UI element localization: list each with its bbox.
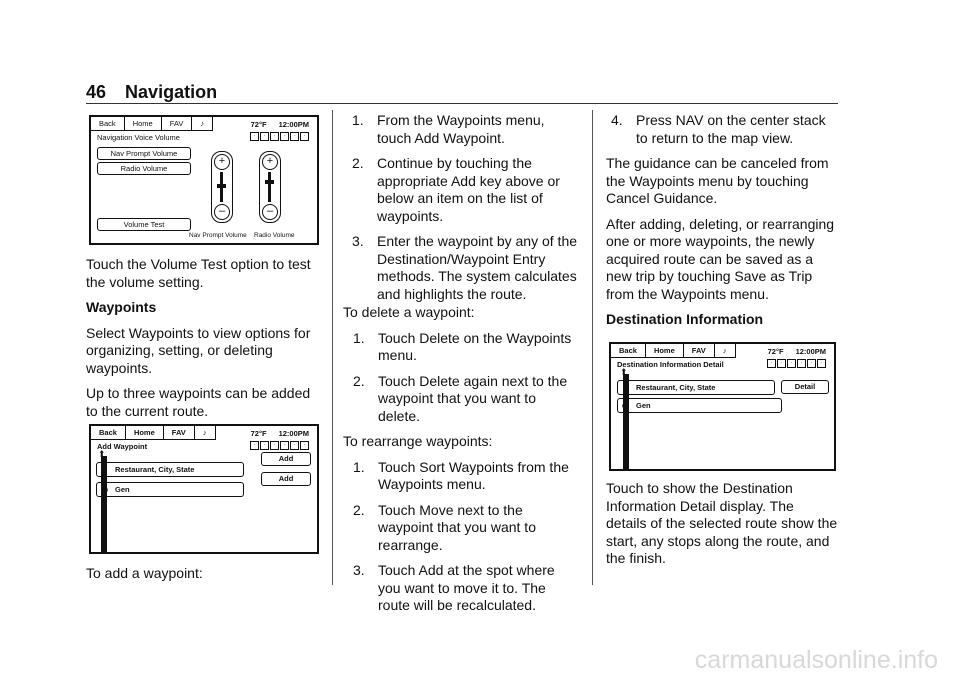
minus-icon[interactable]: – <box>262 204 278 220</box>
page-number: 46 <box>86 82 107 102</box>
list-item: 4. Press NAV on the center stack to return to the map view. <box>611 112 826 146</box>
minus-icon[interactable]: – <box>214 204 230 220</box>
list-item: 2. Continue by touching the appropriate Add key above or below an item on the list of waypoints. <box>352 155 560 224</box>
column-2-delete <box>343 304 579 623</box>
start-arrow-icon: ⬆ <box>98 449 106 459</box>
status-area <box>251 117 317 131</box>
watermark: carmanualsonline.info <box>694 646 938 674</box>
add-button[interactable]: Add <box>261 472 311 486</box>
plus-icon[interactable]: + <box>262 154 278 170</box>
list-item: 1. Touch Sort Waypoints from the Waypoints menu. <box>353 458 569 492</box>
route-item-gen[interactable]: ◉ Gen <box>617 398 782 413</box>
back-button[interactable]: Back <box>91 117 125 131</box>
figure-nav-voice-volume <box>89 115 319 245</box>
column-3 <box>606 112 838 337</box>
list-item: 3. Touch Add at the spot where you want to move it to. The route will be recalculated. <box>353 562 555 613</box>
list-item: 2. Touch Delete again next to the waypoint that you want to delete. <box>353 372 568 424</box>
screen-title: Navigation Voice Volume <box>97 133 180 142</box>
section-title: Navigation <box>125 82 218 102</box>
detail-button[interactable]: Detail <box>781 380 829 394</box>
screen-title: Add Waypoint <box>97 442 148 451</box>
status-icons: · · · · · · <box>250 441 309 450</box>
clock: 12:00PM <box>278 428 309 438</box>
slider-track <box>268 172 271 202</box>
clock: 12:00PM <box>795 346 826 356</box>
status-area <box>768 344 834 358</box>
figure-destination-detail <box>609 342 836 471</box>
figure-add-waypoint <box>89 424 319 554</box>
column-divider-2 <box>592 110 593 585</box>
slider-thumb[interactable] <box>217 184 226 188</box>
screen-title: Destination Information Detail <box>617 360 724 369</box>
temperature: 72°F <box>250 428 267 438</box>
radio-volume-slider[interactable] <box>259 151 281 223</box>
page-header <box>86 82 217 103</box>
slider-label: Radio Volume <box>254 232 295 239</box>
flag-icon: ⚑ <box>622 383 630 392</box>
voice-icon[interactable]: ♪ <box>195 426 216 440</box>
header-rule <box>86 103 838 104</box>
column-3-bottom <box>606 480 838 576</box>
paragraph: Touch the Volume Test option to test the volume setting. <box>86 256 311 290</box>
add-steps-list <box>352 112 578 303</box>
column-1-bottom <box>86 565 322 591</box>
fav-button[interactable]: FAV <box>162 117 193 131</box>
list-item: 1. From the Waypoints menu, touch Add Waypoint. <box>352 112 545 146</box>
home-button[interactable]: Home <box>646 344 684 358</box>
list-item: 2. Touch Move next to the waypoint that you want to rearrange. <box>353 501 536 553</box>
destination-icon: ◉ <box>101 485 108 494</box>
paragraph: Touch to show the Destination Information Detail display. The details of the selected route show the start, any stops along the route, and the finish. <box>606 480 838 566</box>
route-item-restaurant[interactable]: ⚑ Restaurant, City, State <box>617 380 775 395</box>
top-bar <box>611 344 834 358</box>
paragraph: Select Waypoints to view options for organizing, setting, or deleting waypoints. <box>86 324 311 376</box>
fav-button[interactable]: FAV <box>164 426 195 440</box>
temperature: 72°F <box>250 119 267 129</box>
back-button[interactable]: Back <box>611 344 646 358</box>
start-arrow-icon: ⬆ <box>620 367 628 377</box>
destination-icon: ◉ <box>622 401 629 410</box>
flag-icon: ⚑ <box>101 465 109 474</box>
rearrange-intro: To rearrange waypoints: <box>343 433 493 449</box>
status-area <box>251 426 317 440</box>
rearrange-steps-list <box>353 459 579 615</box>
home-button[interactable]: Home <box>125 117 162 131</box>
voice-icon[interactable]: ♪ <box>715 344 736 358</box>
list-item: 1. Touch Delete on the Waypoints menu. <box>353 329 572 363</box>
step-4-list <box>611 112 838 147</box>
paragraph: The guidance can be canceled from the Waypoints menu by touching Cancel Guidance. <box>606 155 829 206</box>
nav-prompt-volume-slider[interactable] <box>211 151 233 223</box>
destination-heading: Destination Information <box>606 311 764 327</box>
add-button[interactable]: Add <box>261 452 311 466</box>
radio-volume-button[interactable]: Radio Volume <box>97 162 191 175</box>
slider-label: Nav Prompt Volume <box>189 232 247 239</box>
delete-steps-list <box>353 330 579 426</box>
back-button[interactable]: Back <box>91 426 126 440</box>
fav-button[interactable]: FAV <box>684 344 715 358</box>
column-2 <box>352 112 578 311</box>
route-item-restaurant[interactable]: ⚑ Restaurant, City, State <box>96 462 244 477</box>
status-icons: · · · · · · <box>250 132 309 141</box>
voice-icon[interactable]: ♪ <box>192 117 213 131</box>
paragraph: To add a waypoint: <box>86 565 203 581</box>
plus-icon[interactable]: + <box>214 154 230 170</box>
column-divider-1 <box>332 110 333 585</box>
nav-prompt-volume-button[interactable]: Nav Prompt Volume <box>97 147 191 160</box>
clock: 12:00PM <box>278 119 309 129</box>
temperature: 72°F <box>767 346 784 356</box>
top-bar <box>91 426 317 440</box>
waypoints-heading: Waypoints <box>86 299 157 315</box>
slider-thumb[interactable] <box>265 180 274 184</box>
volume-test-button[interactable]: Volume Test <box>97 218 191 231</box>
home-button[interactable]: Home <box>126 426 164 440</box>
paragraph: After adding, deleting, or rearranging one or more waypoints, the newly acquired route can be saved as a new trip by touching Save as Trip from the Waypoints menu. <box>606 215 835 302</box>
column-1 <box>86 256 322 428</box>
paragraph: Up to three waypoints can be added to the current route. <box>86 385 311 419</box>
top-bar <box>91 117 317 131</box>
delete-intro: To delete a waypoint: <box>343 304 475 320</box>
route-item-gen[interactable]: ◉ Gen <box>96 482 244 497</box>
status-icons: · · · · · · <box>767 359 826 368</box>
list-item: 3. Enter the waypoint by any of the Destination/Waypoint Entry methods. The system calculates and highlights the route. <box>352 233 578 302</box>
